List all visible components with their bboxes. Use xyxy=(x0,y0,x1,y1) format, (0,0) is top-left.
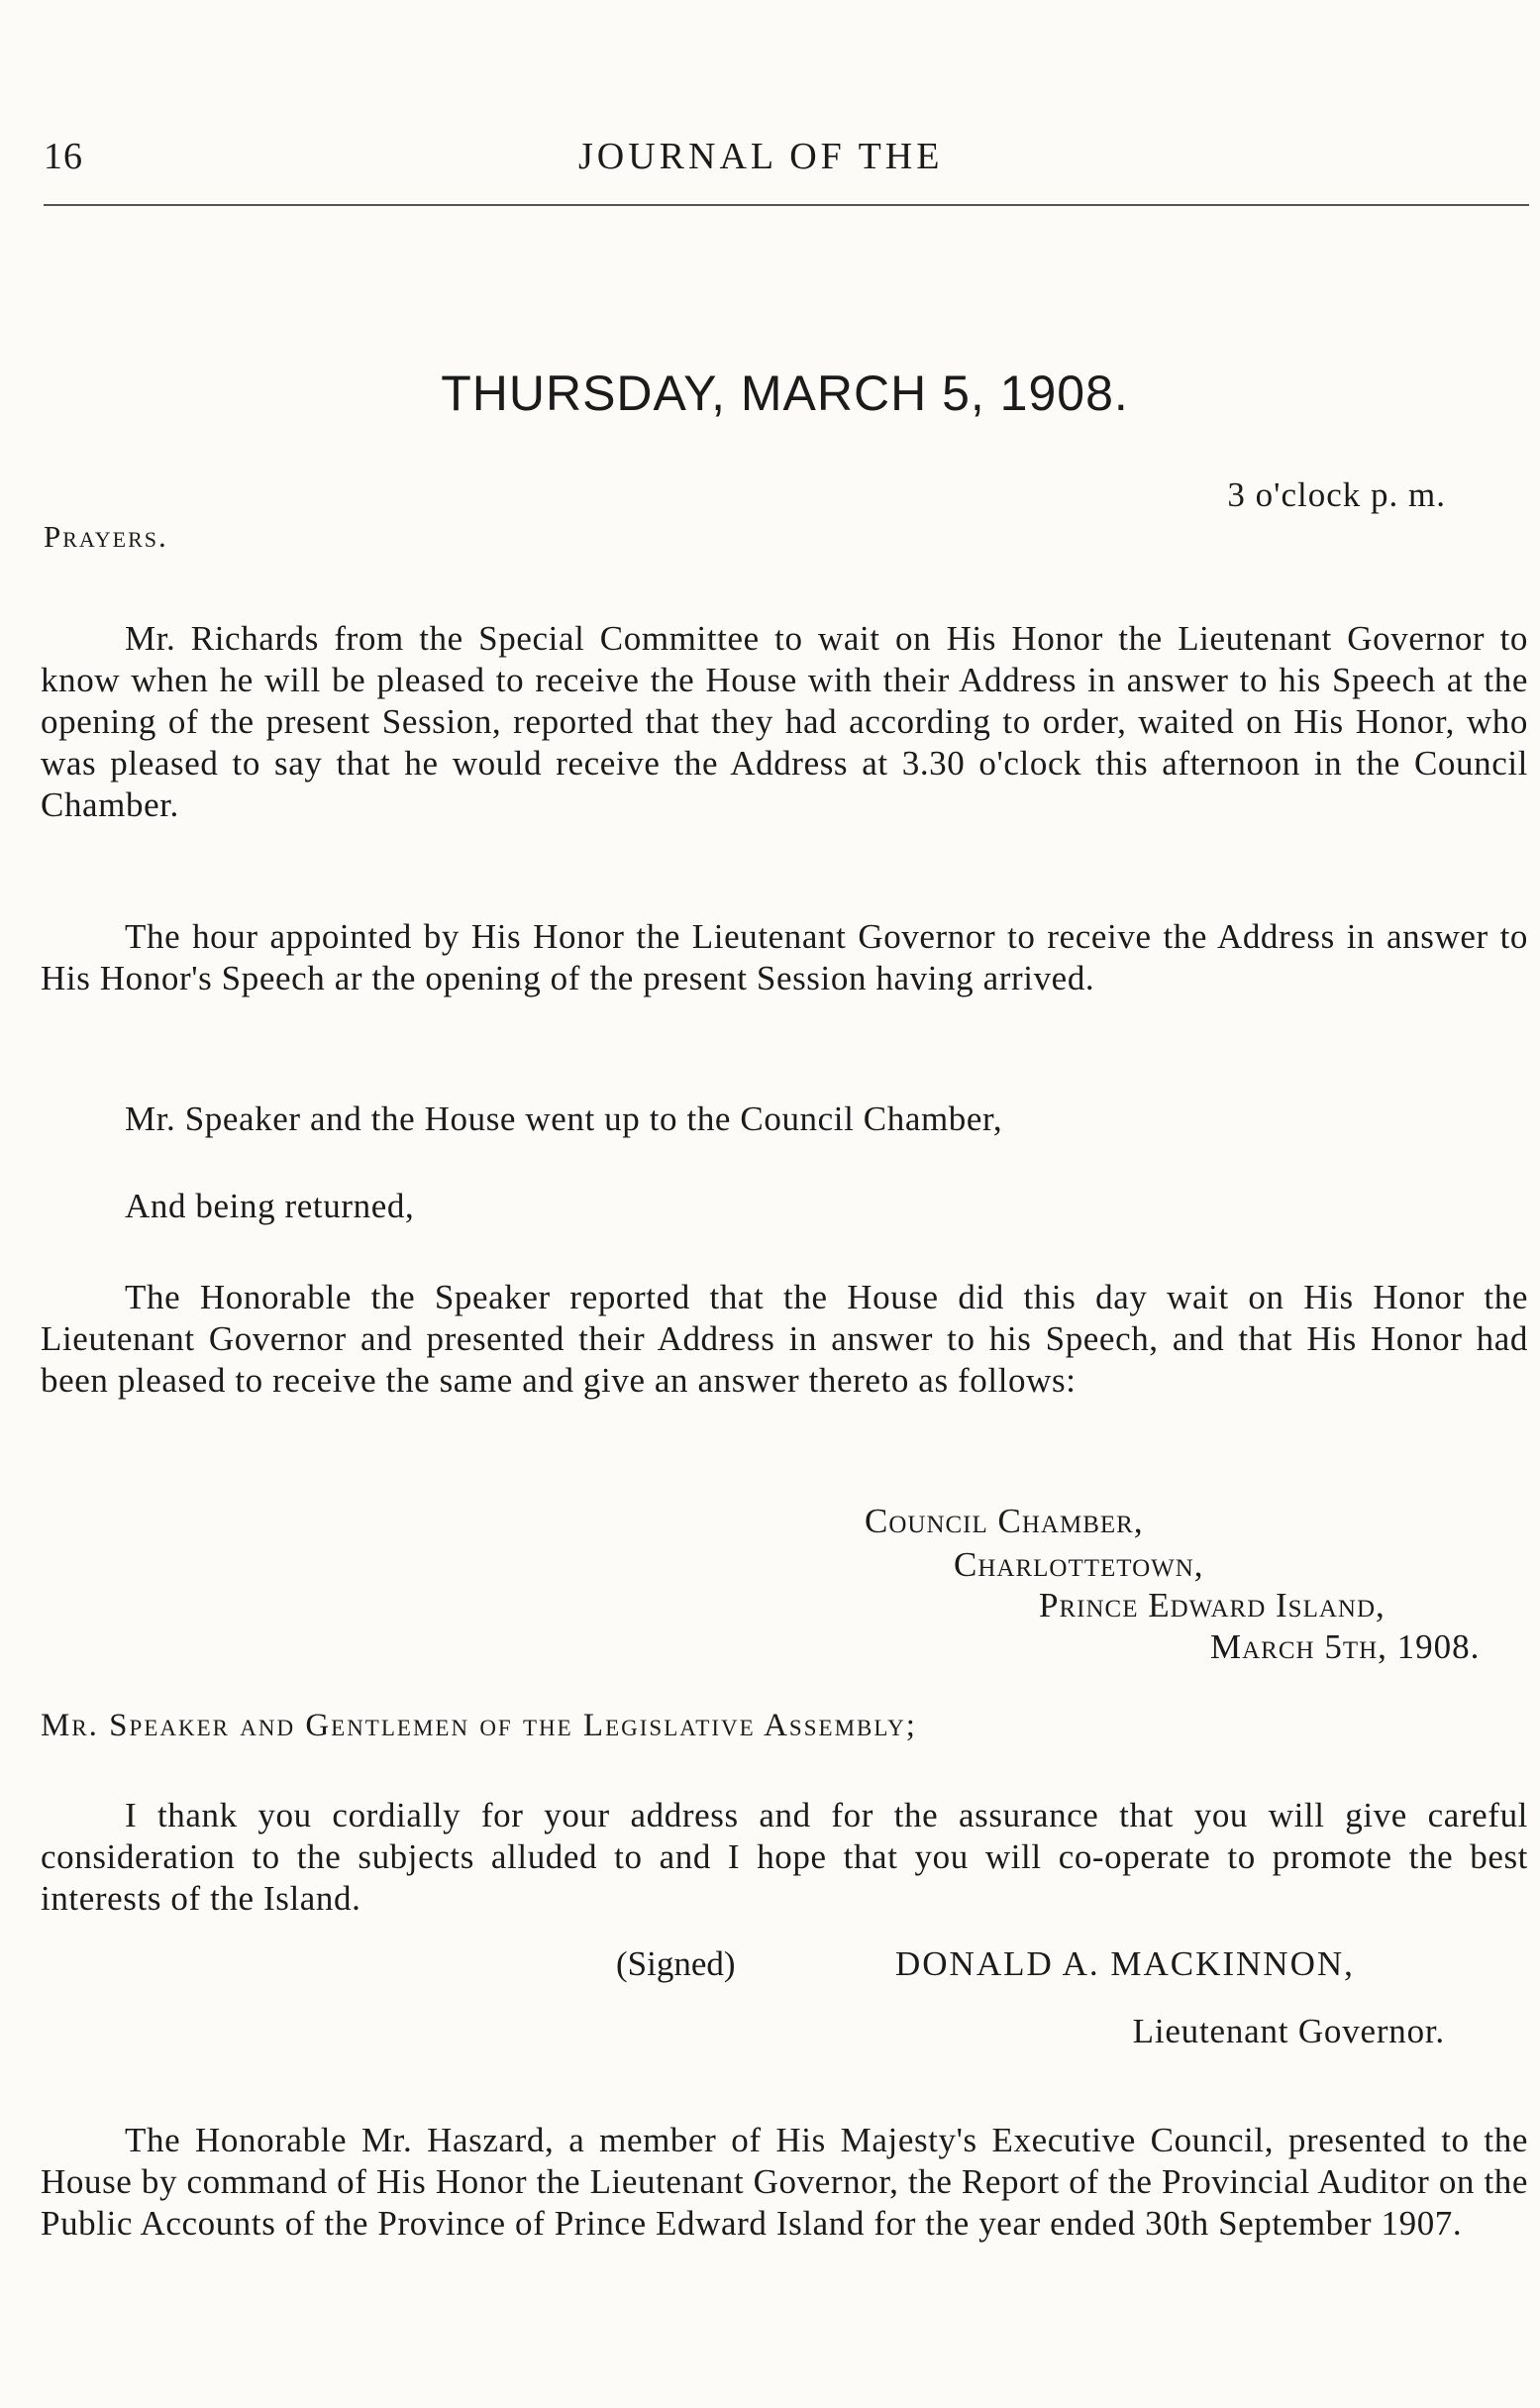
signer-name: DONALD A. MACKINNON, xyxy=(895,1944,1355,1983)
date-heading: THURSDAY, MARCH 5, 1908. xyxy=(441,366,1129,421)
salutation: Mr. Speaker and Gentlemen of the Legislative Assembly; xyxy=(41,1708,917,1743)
paragraph-speaker-reported: The Honorable the Speaker reported that the House did this day wait on His Honor the Lieutenant Governor and presented their Address in answer to his Speech, and that His Honor had been pleased to receive the same and give an answer thereto as follows: xyxy=(41,1278,1528,1400)
address-line-3: Prince Edward Island, xyxy=(1039,1586,1386,1624)
paragraph-auditor-report: The Honorable Mr. Haszard, a member of His Majesty's Executive Council, presented to the House by command of His Honor the Lieutenant Governor, the Report of the Provincial Auditor on the Public Accounts of the Province of Prince Edward Island for the year ended 30th September 1907. xyxy=(41,2121,1528,2243)
sitting-time: 3 o'clock p. m. xyxy=(1227,475,1446,514)
page-header xyxy=(44,135,1529,184)
signer-title: Lieutenant Governor. xyxy=(1132,2012,1445,2050)
paragraph-returned: And being returned, xyxy=(125,1187,415,1225)
paragraph-hour-appointed: The hour appointed by His Honor the Lieutenant Governor to receive the Address in answer to His Honor's Speech ar the opening of the present Session having arrived. xyxy=(41,917,1528,997)
header-rule xyxy=(44,204,1529,206)
page-number: 16 xyxy=(44,136,83,177)
paragraph-reply: I thank you cordially for your address and for the assurance that you will give careful consideration to the subjects alluded to and I hope that you will co-operate to promote the best interests of the Island. xyxy=(41,1796,1528,1918)
address-line-1: Council Chamber, xyxy=(865,1502,1144,1540)
address-line-4: March 5th, 1908. xyxy=(1210,1627,1481,1666)
address-line-2: Charlottetown, xyxy=(954,1545,1204,1584)
paragraph-went-up: Mr. Speaker and the House went up to the Council Chamber, xyxy=(125,1099,1003,1138)
prayers-label: Prayers. xyxy=(44,519,168,554)
paragraph-committee-report: Mr. Richards from the Special Committee to wait on His Honor the Lieutenant Governor to know when he will be pleased to receive the House with their Address in answer to his Speech at the opening of the present Session, reported that they had according to order, waited on His Honor, who was pleased to say that he would receive the Address at 3.30 o'clock this afternoon in the Council Chamber. xyxy=(41,619,1528,824)
running-head: JOURNAL OF THE xyxy=(578,136,944,177)
signed-label: (Signed) xyxy=(616,1944,736,1983)
